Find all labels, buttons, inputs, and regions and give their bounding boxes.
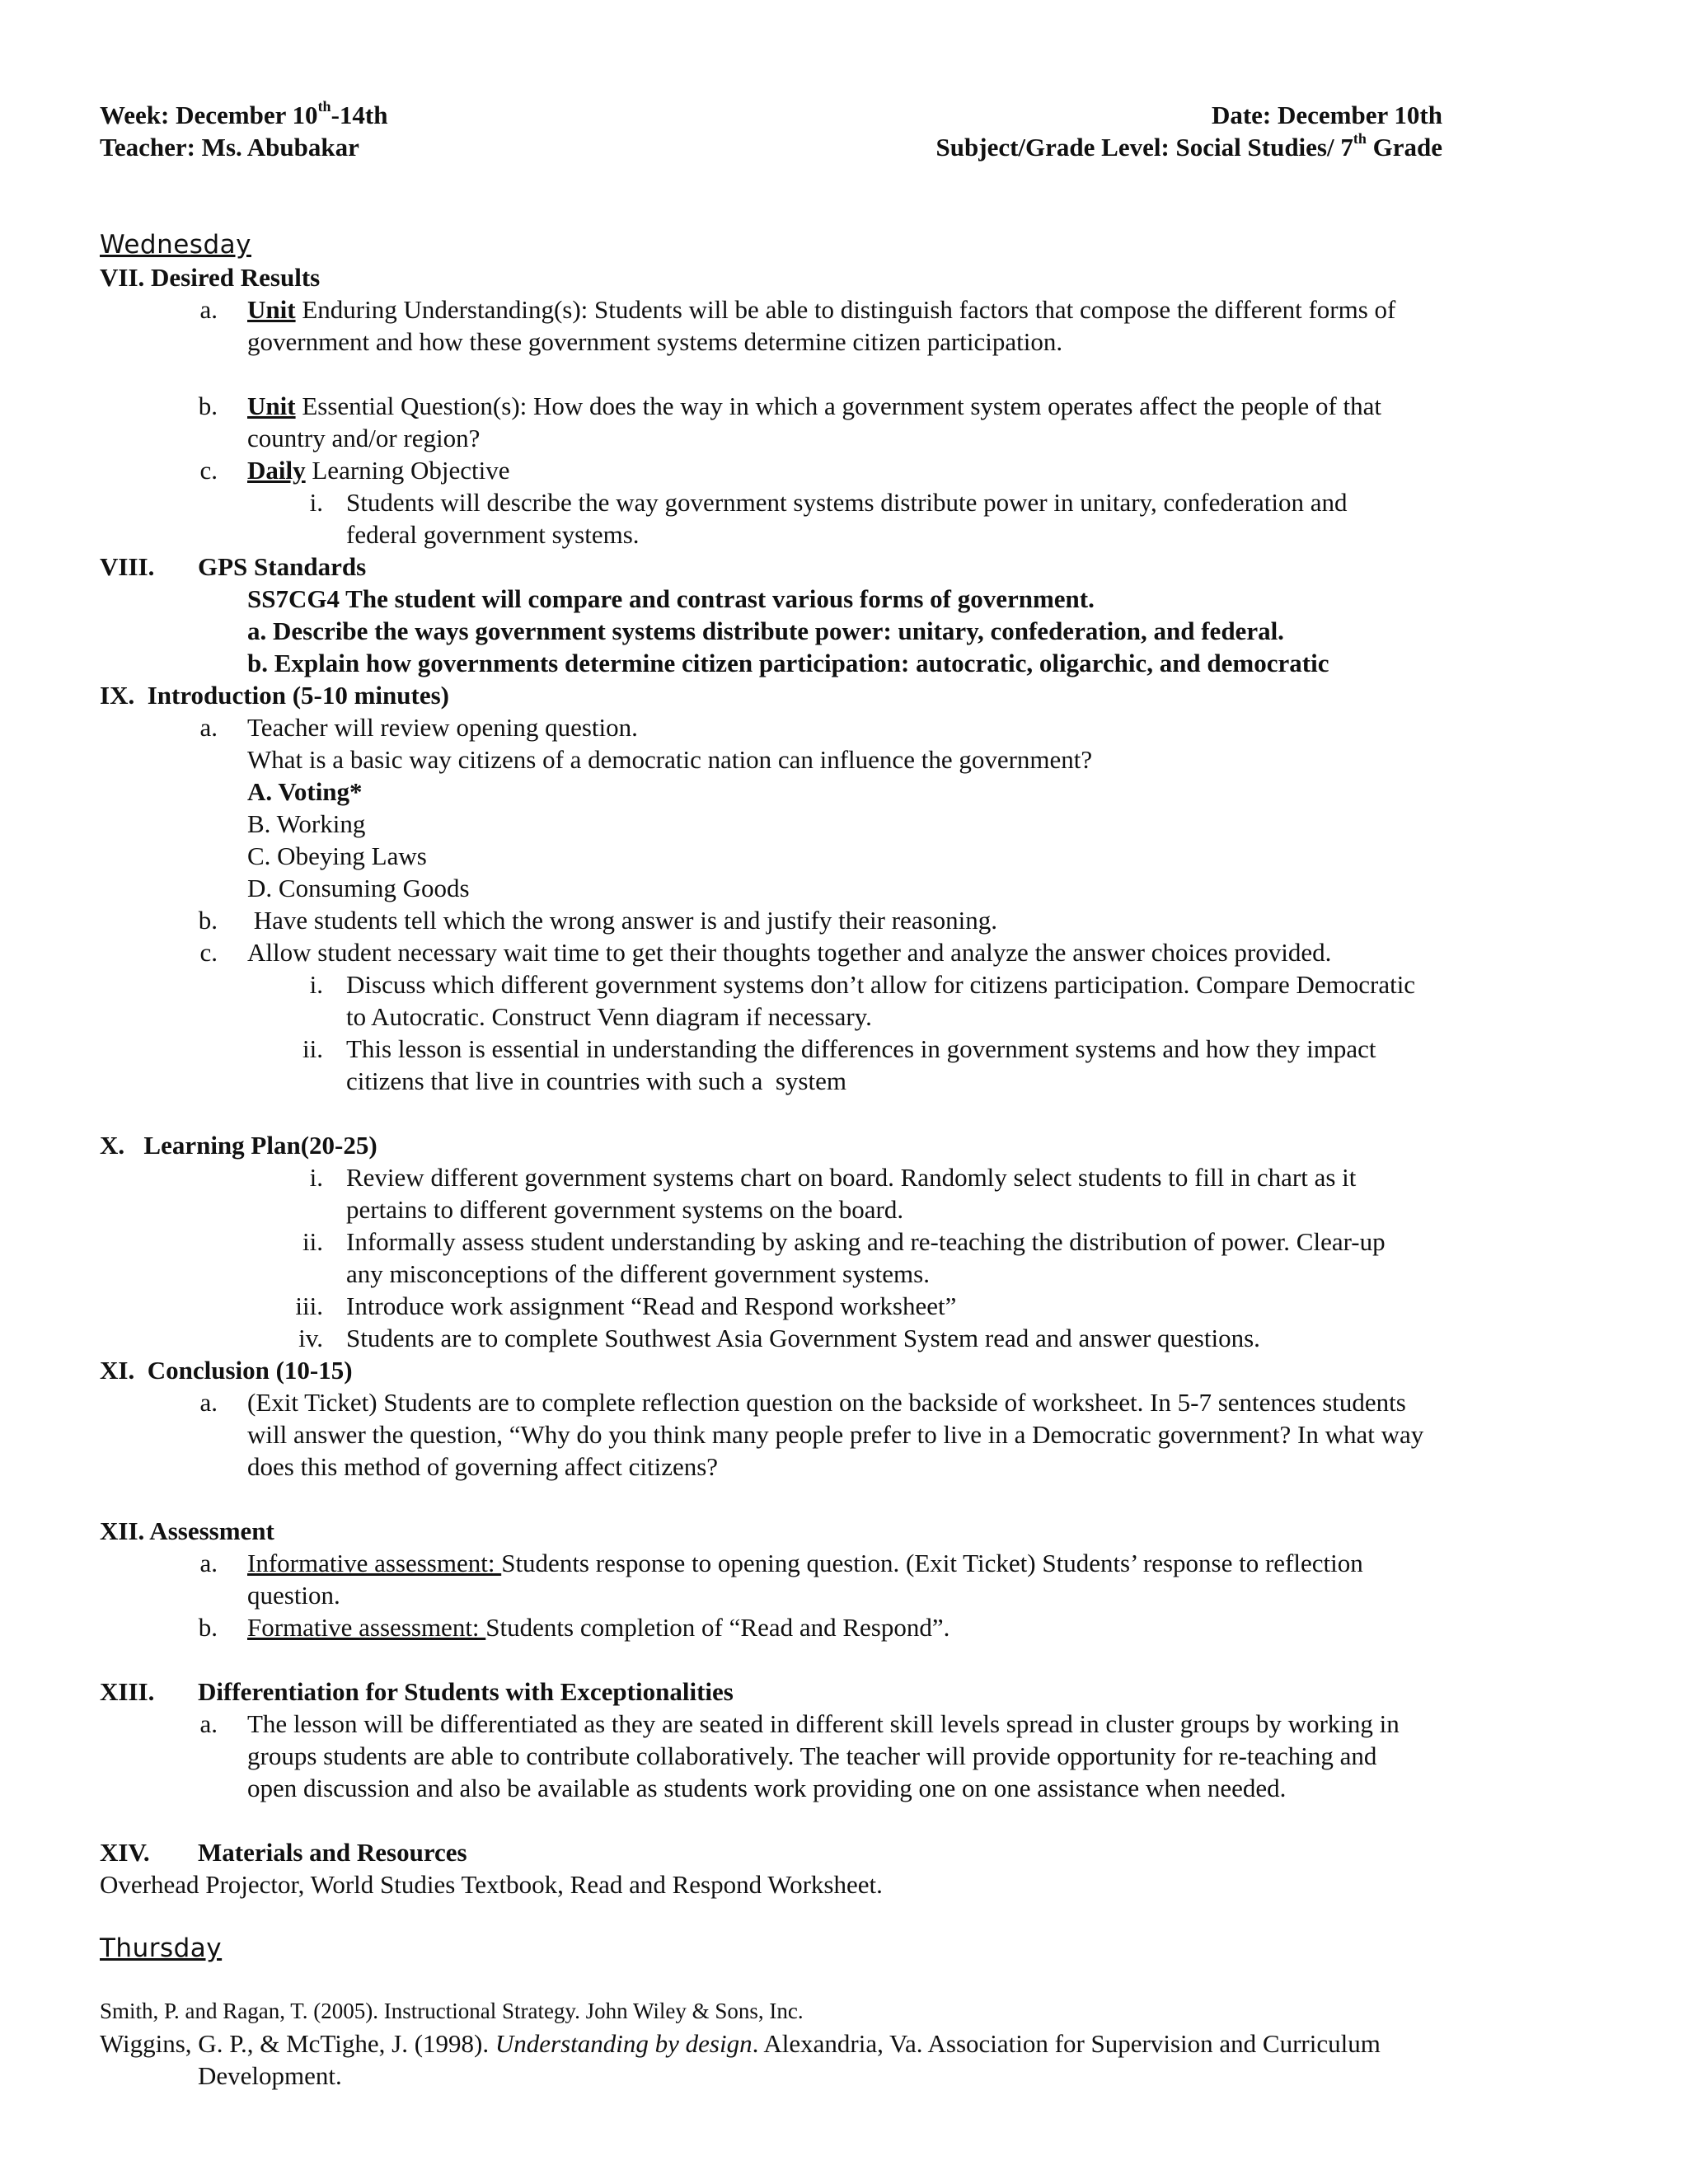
list-marker: i. [309, 488, 323, 517]
opening-question: What is a basic way citizens of a democratic nation can influence the government? [247, 745, 1093, 774]
list-marker: a. [199, 1388, 218, 1417]
text-line: Teacher will review opening question. [247, 713, 638, 742]
text-line: will answer the question, “Why do you think many people prefer to live in a Democratic government? In what way [247, 1420, 1424, 1449]
list-marker: c. [199, 456, 218, 485]
list-marker: i. [309, 970, 323, 999]
text-line: federal government systems. [346, 520, 640, 549]
text-line: Students are to complete Southwest Asia Government System read and answer questions. [346, 1324, 1260, 1352]
text-line: Students will describe the way government systems distribute power in unitary, confederation and [346, 488, 1348, 517]
formative-assessment: Formative assessment: Students completion of “Read and Respond”. [247, 1613, 950, 1642]
list-marker: a. [199, 1549, 218, 1577]
list-marker: b. [198, 1613, 218, 1642]
section-12-title: XII. Assessment [100, 1516, 274, 1545]
list-marker: c. [199, 938, 218, 967]
standard-line: SS7CG4 The student will compare and contrast various forms of government. [247, 584, 1095, 613]
materials-list: Overhead Projector, World Studies Textbook, Read and Respond Worksheet. [100, 1870, 883, 1899]
unit-enduring-understanding: Unit Enduring Understanding(s): Students will be able to distinguish factors that compose the different forms of [247, 295, 1396, 324]
text-line: country and/or region? [247, 424, 481, 452]
text-line: does this method of governing affect citizens? [247, 1452, 719, 1481]
list-marker: i. [309, 1163, 323, 1192]
reference-2-continued: Development. [198, 2061, 342, 2090]
text-line: groups students are able to contribute collaboratively. The teacher will provide opportunity for re-teaching and [247, 1741, 1377, 1770]
daily-learning-objective: Daily Learning Objective [247, 456, 510, 485]
answer-choice: C. Obeying Laws [247, 841, 427, 870]
list-marker: a. [199, 713, 218, 742]
text-line: pertains to different government systems on the board. [346, 1195, 904, 1224]
text-line: This lesson is essential in understanding the differences in government systems and how they impact [346, 1034, 1376, 1063]
section-10-title: X. Learning Plan(20-25) [100, 1131, 377, 1160]
text-line: to Autocratic. Construct Venn diagram if necessary. [346, 1002, 872, 1031]
text-line: Allow student necessary wait time to get their thoughts together and analyze the answer choices provided. [247, 938, 1332, 967]
list-marker: b. [198, 906, 218, 935]
text-line: question. [247, 1581, 340, 1610]
text-line: citizens that live in countries with such a system [346, 1066, 846, 1095]
standard-line: b. Explain how governments determine citizen participation: autocratic, oligarchic, and democratic [247, 649, 1329, 677]
week-label: Week: December 10th-14th [100, 97, 388, 129]
text-line: government and how these government systems determine citizen participation. [247, 327, 1063, 356]
answer-choice: B. Working [247, 809, 366, 838]
wednesday-heading: Wednesday [100, 230, 251, 260]
section-8-number: VIII. [100, 552, 155, 581]
text-line: Discuss which different government systems don’t allow for citizens participation. Compare Democratic [346, 970, 1416, 999]
list-marker: iv. [298, 1324, 323, 1352]
subject-grade-label: Subject/Grade Level: Social Studies/ 7th Grade [935, 129, 1442, 162]
list-marker: iii. [295, 1291, 323, 1320]
list-marker: a. [199, 295, 218, 324]
section-13-number: XIII. [100, 1677, 155, 1706]
answer-choice: D. Consuming Goods [247, 874, 470, 902]
text-line: Informally assess student understanding by asking and re-teaching the distribution of power. Clear-up [346, 1227, 1386, 1256]
section-7-title: VII. Desired Results [100, 263, 321, 292]
date-label: Date: December 10th [1211, 101, 1442, 129]
reference-1: Smith, P. and Ragan, T. (2005). Instructional Strategy. John Wiley & Sons, Inc. [100, 1999, 804, 2023]
list-marker: b. [198, 391, 218, 420]
thursday-heading: Thursday [100, 1933, 223, 1963]
section-13-title: Differentiation for Students with Exceptionalities [198, 1677, 734, 1706]
answer-choice-correct: A. Voting* [247, 777, 363, 806]
section-14-number: XIV. [100, 1838, 150, 1867]
section-14-title: Materials and Resources [198, 1838, 467, 1867]
informative-assessment: Informative assessment: Students response to opening question. (Exit Ticket) Students’ response to reflection [247, 1549, 1363, 1577]
section-8-title: GPS Standards [198, 552, 367, 581]
text-line: Review different government systems chart on board. Randomly select students to fill in chart as it [346, 1163, 1357, 1192]
unit-essential-question: Unit Essential Question(s): How does the way in which a government system operates affect the people of that [247, 391, 1382, 420]
text-line: The lesson will be differentiated as they are seated in different skill levels spread in cluster groups by working in [247, 1709, 1400, 1738]
section-11-title: XI. Conclusion (10-15) [100, 1356, 353, 1385]
text-line: Introduce work assignment “Read and Respond worksheet” [346, 1291, 957, 1320]
list-marker: a. [199, 1709, 218, 1738]
standard-line: a. Describe the ways government systems distribute power: unitary, confederation, and federal. [247, 616, 1284, 645]
list-marker: ii. [302, 1227, 323, 1256]
text-line: Have students tell which the wrong answer is and justify their reasoning. [247, 906, 997, 935]
reference-2: Wiggins, G. P., & McTighe, J. (1998). Understanding by design. Alexandria, Va. Association for Supervision and Curriculum [100, 2029, 1381, 2058]
text-line: open discussion and also be available as students work providing one on one assistance when needed. [247, 1774, 1287, 1802]
section-9-title: IX. Introduction (5-10 minutes) [100, 681, 449, 710]
teacher-label: Teacher: Ms. Abubakar [100, 133, 359, 162]
list-marker: ii. [302, 1034, 323, 1063]
text-line: (Exit Ticket) Students are to complete reflection question on the backside of worksheet. In 5-7 sentences students [247, 1388, 1406, 1417]
text-line: any misconceptions of the different government systems. [346, 1259, 930, 1288]
